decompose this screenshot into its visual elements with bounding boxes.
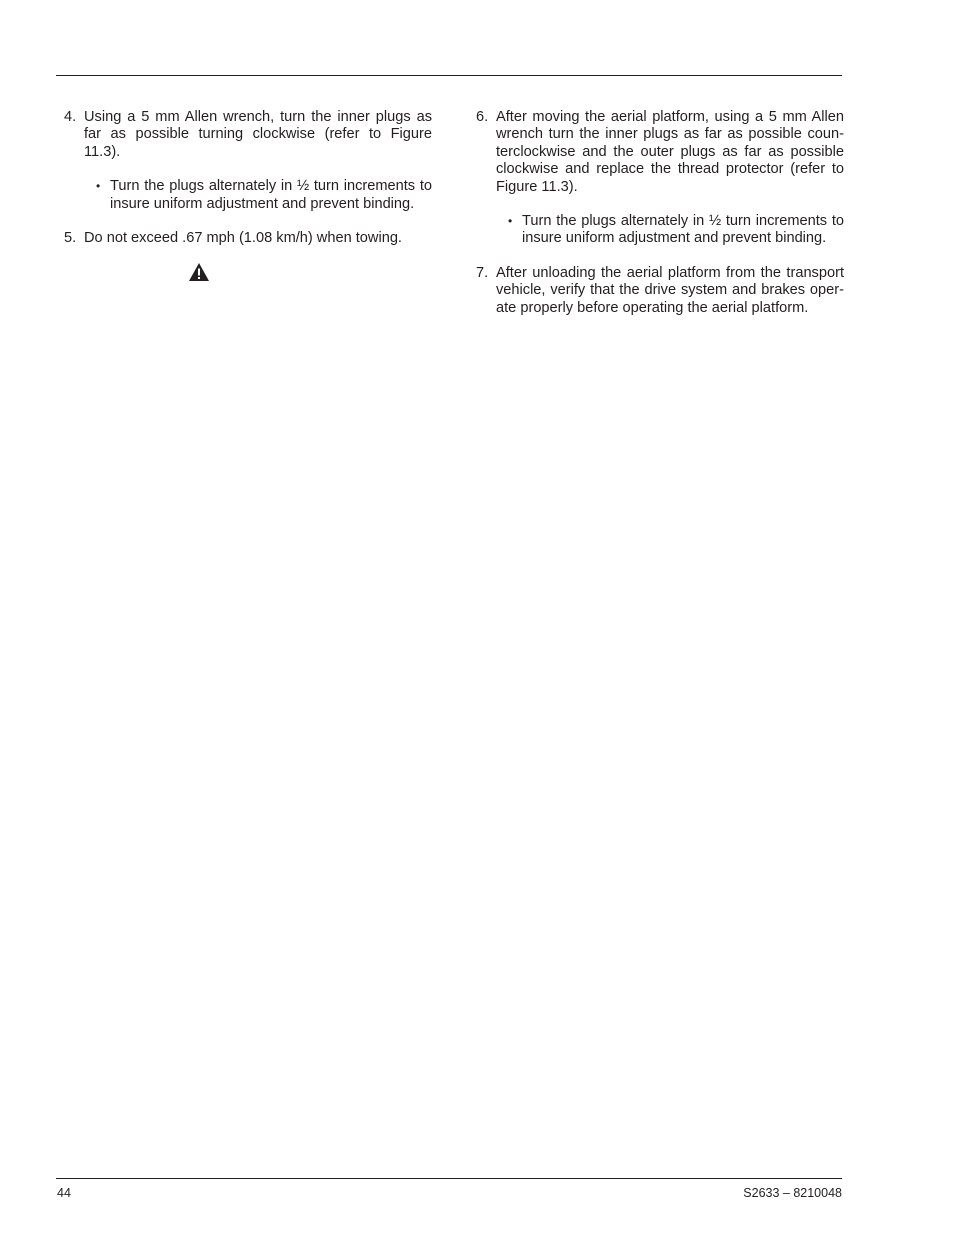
item-text: After unloading the aerial platform from the transport vehicle, verify that the drive system and brakes oper-ate properly before operating the aerial platform. <box>496 264 844 316</box>
sub-bullet <box>56 178 432 213</box>
item-number: 4. <box>64 109 77 125</box>
warning-triangle-icon <box>188 262 210 282</box>
item-number: 5. <box>64 230 77 247</box>
list-item-5 <box>56 230 432 247</box>
bullet-mark: • <box>96 179 101 194</box>
list-item-6 <box>468 109 844 248</box>
item-number: 7. <box>476 264 489 281</box>
sub-bullet-text: Turn the plugs alternately in ½ turn increments to insure uniform adjustment and prevent binding. <box>110 178 432 212</box>
right-column <box>468 109 844 317</box>
sub-bullet <box>468 213 844 248</box>
sub-bullet-text: Turn the plugs alternately in ½ turn increments to insure uniform adjustment and prevent binding. <box>522 213 844 247</box>
footer-rule <box>56 1178 842 1179</box>
header-rule <box>56 75 842 76</box>
list-item-7 <box>468 265 844 317</box>
list-item-4 <box>56 109 432 213</box>
document-id: S2633 – 8210048 <box>743 1186 842 1200</box>
page-number: 44 <box>57 1186 71 1200</box>
item-text: Do not exceed .67 mph (1.08 km/h) when towing. <box>84 230 402 247</box>
bullet-mark: • <box>508 214 513 229</box>
left-column <box>56 109 432 282</box>
item-number: 6. <box>476 109 489 125</box>
item-text: After moving the aerial platform, using a 5 mm Allen wrench turn the inner plugs as far as possible coun-terclockwise and the outer plugs as far as possible clockwise and replace the thread protector (refer to Figure 11.3). <box>496 109 844 195</box>
item-text: Using a 5 mm Allen wrench, turn the inner plugs as far as possible turning clockwise (refer to Figure 11.3). <box>84 109 432 160</box>
